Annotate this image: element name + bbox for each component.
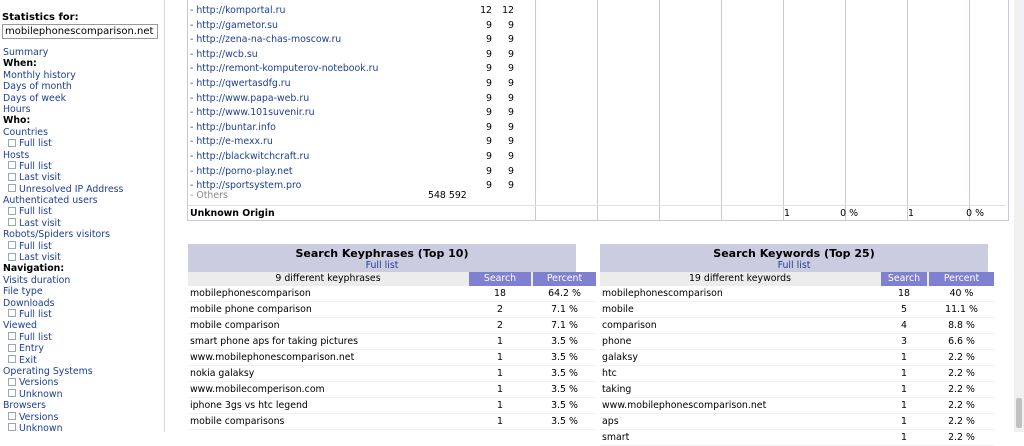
unknown-hits: 1 bbox=[908, 208, 914, 219]
stats-label: Statistics for: bbox=[2, 12, 79, 23]
sub-item-icon bbox=[8, 423, 16, 431]
menu-label: Days of month bbox=[3, 81, 72, 93]
referrer-pages: 9 bbox=[486, 92, 492, 104]
search-percent: 2.2 % bbox=[948, 416, 975, 427]
keywords-title-bar bbox=[600, 244, 988, 272]
keyphrases-rows bbox=[188, 286, 596, 430]
search-percent: 6.6 % bbox=[948, 336, 975, 347]
others-value: 548 592 bbox=[428, 190, 467, 201]
sub-item-icon bbox=[8, 161, 16, 169]
referrer-link[interactable]: - http://qwertasdfg.ru bbox=[190, 78, 291, 89]
menu-label: Viewed bbox=[3, 320, 37, 332]
menu-link[interactable] bbox=[3, 172, 163, 183]
table-row bbox=[600, 350, 994, 366]
keywords-search-col: Search bbox=[881, 272, 927, 286]
referrer-pages: 9 bbox=[486, 34, 492, 46]
menu-link[interactable] bbox=[3, 161, 163, 172]
menu-link[interactable] bbox=[3, 298, 163, 309]
keyword-text: aps bbox=[602, 416, 619, 427]
keyphrases-count: 9 different keyphrases bbox=[275, 273, 381, 284]
keyword-text: www.mobilecomperison.com bbox=[190, 384, 325, 395]
keyword-text: www.mobilephonescomparison.net bbox=[190, 352, 355, 363]
menu-label: Exit bbox=[19, 354, 37, 366]
keywords-header bbox=[600, 272, 994, 286]
sub-item-icon bbox=[8, 332, 16, 340]
sub-item-icon bbox=[8, 253, 16, 261]
table-row bbox=[188, 318, 596, 334]
menu-label: Hosts bbox=[3, 149, 30, 161]
menu-link[interactable] bbox=[3, 47, 163, 58]
referrer-pages: 9 bbox=[486, 151, 492, 162]
menu-section-header bbox=[3, 263, 163, 274]
referrer-link[interactable]: - http://www.101suvenir.ru bbox=[190, 107, 315, 119]
keyphrases-title-bar bbox=[188, 244, 576, 272]
search-percent: 3.5 % bbox=[551, 336, 578, 347]
referrer-hits: 9 bbox=[508, 19, 514, 31]
search-count: 2 bbox=[497, 304, 503, 315]
menu-link[interactable] bbox=[3, 320, 163, 331]
menu-link[interactable] bbox=[3, 218, 163, 229]
menu-link[interactable] bbox=[3, 332, 163, 343]
keyword-text: htc bbox=[602, 368, 617, 379]
search-percent: 3.5 % bbox=[551, 400, 578, 411]
referrer-pages: 9 bbox=[486, 48, 492, 60]
scrollbar-thumb[interactable] bbox=[1016, 398, 1022, 428]
keyword-text: comparison bbox=[602, 320, 657, 331]
keyword-text: mobile phone comparison bbox=[190, 304, 312, 315]
menu-label: Who: bbox=[3, 115, 31, 127]
referrer-link[interactable]: - http://komportal.ru bbox=[190, 5, 286, 16]
referrer-link[interactable]: - http://www.papa-web.ru bbox=[190, 92, 310, 104]
unknown-hits-pct: 0 % bbox=[966, 208, 984, 219]
referrer-link[interactable]: - http://blackwitchcraft.ru bbox=[190, 151, 310, 162]
referrer-row bbox=[188, 135, 1006, 150]
menu-label: Last visit bbox=[19, 252, 61, 264]
menu-label: Visits duration bbox=[3, 274, 71, 286]
referrer-row bbox=[188, 150, 1006, 165]
referrer-hits: 9 bbox=[508, 63, 514, 75]
referrer-hits: 9 bbox=[508, 48, 514, 60]
stats-box bbox=[2, 12, 158, 39]
unknown-origin-row bbox=[188, 205, 1006, 221]
search-count: 1 bbox=[497, 400, 503, 411]
menu-link[interactable] bbox=[3, 400, 163, 411]
referrer-link[interactable]: - http://e-mexx.ru bbox=[190, 136, 273, 148]
sub-item-icon bbox=[8, 207, 16, 215]
search-count: 1 bbox=[901, 384, 907, 395]
menu-label: Hours bbox=[3, 103, 31, 115]
menu-label: Downloads bbox=[3, 297, 55, 309]
referrer-hits: 9 bbox=[508, 34, 514, 46]
sub-item-icon bbox=[8, 218, 16, 226]
search-percent: 2.2 % bbox=[948, 400, 975, 411]
search-percent: 64.2 % bbox=[548, 288, 581, 299]
search-percent: 3.5 % bbox=[551, 384, 578, 395]
referrer-link[interactable]: - http://zena-na-chas-moscow.ru bbox=[190, 34, 342, 46]
search-percent: 11.1 % bbox=[945, 304, 978, 315]
table-row bbox=[600, 302, 994, 318]
referrer-link[interactable]: - http://remont-komputerov-notebook.ru bbox=[190, 63, 379, 75]
keyphrases-title: Search Keyphrases (Top 10) bbox=[295, 247, 469, 260]
table-row bbox=[600, 398, 994, 414]
keyphrases-full-list-link[interactable]: Full list bbox=[365, 260, 399, 271]
referrer-link[interactable]: - http://gametor.su bbox=[190, 19, 278, 31]
search-count: 18 bbox=[898, 288, 910, 299]
table-row bbox=[600, 366, 994, 382]
menu-link[interactable] bbox=[3, 286, 163, 297]
unknown-pages: 1 bbox=[784, 208, 790, 219]
menu-link[interactable] bbox=[3, 412, 163, 423]
sub-item-icon bbox=[8, 389, 16, 397]
referrer-row bbox=[188, 165, 1006, 180]
sub-item-icon bbox=[8, 173, 16, 181]
referrer-row bbox=[188, 62, 1006, 77]
menu-link[interactable] bbox=[3, 252, 163, 263]
menu-label: Last visit bbox=[19, 217, 61, 229]
referrer-row bbox=[188, 48, 1006, 63]
site-name-field: mobilephonescomparison.net bbox=[2, 24, 158, 39]
keyword-text: phone bbox=[602, 336, 632, 347]
menu-label: Authenticated users bbox=[3, 195, 98, 207]
menu-link[interactable] bbox=[3, 355, 163, 366]
referrer-link[interactable]: - http://sportsystem.pro bbox=[190, 180, 302, 192]
search-count: 1 bbox=[497, 336, 503, 347]
referrer-row bbox=[188, 4, 1006, 19]
sidebar bbox=[0, 0, 165, 432]
menu-link[interactable] bbox=[3, 93, 163, 104]
page-scrollbar[interactable] bbox=[1014, 0, 1024, 432]
referrer-row bbox=[188, 77, 1006, 92]
referrer-link[interactable]: - http://buntar.info bbox=[190, 121, 276, 133]
menu-label: Full list bbox=[19, 160, 52, 172]
menu-label: Monthly history bbox=[3, 69, 76, 81]
menu-label: Versions bbox=[19, 411, 59, 423]
referrer-hits: 12 bbox=[502, 5, 514, 16]
menu-label: Days of week bbox=[3, 92, 67, 104]
sub-item-icon bbox=[8, 184, 16, 192]
keywords-count: 19 different keywords bbox=[688, 273, 792, 284]
search-percent: 3.5 % bbox=[551, 416, 578, 427]
keyphrases-table bbox=[188, 244, 596, 430]
keyphrases-header bbox=[188, 272, 596, 286]
others-row bbox=[188, 189, 1006, 204]
main-content bbox=[187, 0, 1024, 443]
menu-link[interactable] bbox=[3, 127, 163, 138]
menu-link[interactable] bbox=[3, 366, 163, 377]
table-row bbox=[188, 350, 596, 366]
table-row bbox=[600, 334, 994, 350]
referrer-pages: 9 bbox=[486, 136, 492, 148]
menu-label: Versions bbox=[19, 377, 59, 389]
keyword-text: www.mobilephonescomparison.net bbox=[602, 400, 767, 411]
table-row bbox=[188, 302, 596, 318]
referrer-pages: 9 bbox=[486, 180, 492, 192]
table-row bbox=[188, 286, 596, 302]
menu-section-header bbox=[3, 115, 163, 126]
search-percent: 2.2 % bbox=[948, 432, 975, 443]
keyword-text: mobilephonescomparison bbox=[602, 288, 723, 299]
table-row bbox=[188, 366, 596, 382]
others-label: - Others bbox=[190, 190, 228, 201]
menu-section-header bbox=[3, 58, 163, 69]
search-count: 1 bbox=[901, 416, 907, 427]
menu-label: Unknown bbox=[19, 422, 63, 432]
search-count: 4 bbox=[901, 320, 907, 331]
search-percent: 40 % bbox=[949, 288, 974, 299]
menu-link[interactable] bbox=[3, 309, 163, 320]
menu-label: Navigation: bbox=[3, 263, 65, 275]
sub-item-icon bbox=[8, 139, 16, 147]
referrer-hits: 9 bbox=[508, 78, 514, 89]
menu-label: Summary bbox=[3, 47, 49, 58]
unknown-pages-pct: 0 % bbox=[840, 208, 858, 219]
referrer-row bbox=[188, 33, 1006, 48]
keywords-rows bbox=[600, 286, 994, 446]
menu-link[interactable] bbox=[3, 377, 163, 388]
keyword-text: iphone 3gs vs htc legend bbox=[190, 400, 308, 411]
referrer-hits: 9 bbox=[508, 165, 514, 177]
table-row bbox=[600, 382, 994, 398]
menu-label: Full list bbox=[19, 206, 52, 218]
referrer-link[interactable]: - http://porno-play.net bbox=[190, 165, 293, 177]
menu-label: Unknown bbox=[19, 388, 63, 400]
menu-label: Full list bbox=[19, 138, 52, 150]
search-percent: 2.2 % bbox=[948, 384, 975, 395]
menu-label: Full list bbox=[19, 331, 52, 343]
referrer-row bbox=[188, 121, 1006, 136]
referrer-hits: 9 bbox=[508, 92, 514, 104]
referrer-row bbox=[188, 92, 1006, 107]
referrer-link[interactable]: - http://wcb.su bbox=[190, 48, 258, 60]
menu-link[interactable] bbox=[3, 206, 163, 217]
search-percent: 7.1 % bbox=[551, 320, 578, 331]
menu-label: Robots/Spiders visitors bbox=[3, 229, 110, 241]
menu-link[interactable] bbox=[3, 343, 163, 354]
menu-link[interactable] bbox=[3, 389, 163, 400]
table-row bbox=[188, 334, 596, 350]
table-row bbox=[600, 286, 994, 302]
keyword-text: mobile comparisons bbox=[190, 416, 285, 427]
menu-link[interactable] bbox=[3, 195, 163, 206]
menu-link[interactable] bbox=[3, 104, 163, 115]
menu-label: Countries bbox=[3, 126, 48, 138]
keyword-text: mobile bbox=[602, 304, 634, 315]
search-count: 1 bbox=[901, 368, 907, 379]
menu-link[interactable] bbox=[3, 241, 163, 252]
keywords-table bbox=[600, 244, 994, 446]
menu-link[interactable] bbox=[3, 150, 163, 161]
menu-label: Unresolved IP Address bbox=[19, 183, 124, 195]
menu-link[interactable] bbox=[3, 138, 163, 149]
keyword-text: smart bbox=[602, 432, 630, 443]
referrer-row bbox=[188, 19, 1006, 34]
search-count: 5 bbox=[901, 304, 907, 315]
referrer-pages: 9 bbox=[486, 107, 492, 119]
menu-label: Operating Systems bbox=[3, 365, 93, 377]
keyword-text: nokia galaksy bbox=[190, 368, 255, 379]
menu-label: Last visit bbox=[19, 172, 61, 184]
menu-link[interactable] bbox=[3, 184, 163, 195]
referrers-table bbox=[187, 0, 1009, 221]
sub-item-icon bbox=[8, 309, 16, 317]
keyword-text: mobilephonescomparison bbox=[190, 288, 311, 299]
keyphrases-percent-col: Percent bbox=[533, 272, 596, 286]
search-count: 1 bbox=[497, 368, 503, 379]
menu-label: Full list bbox=[19, 240, 52, 252]
menu-link[interactable] bbox=[3, 423, 163, 432]
keyphrases-search-col: Search bbox=[469, 272, 531, 286]
unknown-origin-label: Unknown Origin bbox=[190, 208, 275, 219]
table-row bbox=[600, 414, 994, 430]
referrer-pages: 9 bbox=[486, 165, 492, 177]
search-percent: 2.2 % bbox=[948, 352, 975, 363]
menu-link[interactable] bbox=[3, 229, 163, 240]
menu-label: Full list bbox=[19, 308, 52, 320]
referrer-row bbox=[188, 106, 1006, 121]
menu-link[interactable] bbox=[3, 81, 163, 92]
search-count: 1 bbox=[497, 416, 503, 427]
referrer-pages: 9 bbox=[486, 78, 492, 89]
search-count: 1 bbox=[901, 352, 907, 363]
sub-item-icon bbox=[8, 344, 16, 352]
table-row bbox=[600, 430, 994, 446]
sub-item-icon bbox=[8, 355, 16, 363]
keywords-full-list-link[interactable]: Full list bbox=[777, 260, 811, 271]
keywords-title: Search Keywords (Top 25) bbox=[713, 247, 875, 260]
table-row bbox=[188, 398, 596, 414]
keyword-text: smart phone aps for taking pictures bbox=[190, 336, 358, 347]
menu-link[interactable] bbox=[3, 70, 163, 81]
sub-item-icon bbox=[8, 378, 16, 386]
menu-label: Browsers bbox=[3, 400, 46, 412]
keyword-text: mobile comparison bbox=[190, 320, 280, 331]
referrer-hits: 9 bbox=[508, 136, 514, 148]
menu-label: Entry bbox=[19, 343, 44, 355]
search-count: 1 bbox=[497, 352, 503, 363]
search-percent: 8.8 % bbox=[948, 320, 975, 331]
referrer-pages: 9 bbox=[486, 19, 492, 31]
search-count: 1 bbox=[497, 384, 503, 395]
table-row bbox=[188, 414, 596, 430]
search-percent: 3.5 % bbox=[551, 352, 578, 363]
sub-item-icon bbox=[8, 412, 16, 420]
referrer-hits: 9 bbox=[508, 151, 514, 162]
referrer-hits: 9 bbox=[508, 121, 514, 133]
referrer-hits: 9 bbox=[508, 180, 514, 192]
sub-item-icon bbox=[8, 241, 16, 249]
search-count: 1 bbox=[901, 400, 907, 411]
search-percent: 3.5 % bbox=[551, 368, 578, 379]
menu-label: File type bbox=[3, 286, 43, 298]
keywords-percent-col: Percent bbox=[929, 272, 994, 286]
referrer-pages: 12 bbox=[480, 5, 492, 16]
keyword-text: galaksy bbox=[602, 352, 638, 363]
search-percent: 2.2 % bbox=[948, 368, 975, 379]
referrer-pages: 9 bbox=[486, 121, 492, 133]
table-row bbox=[188, 382, 596, 398]
referrer-pages: 9 bbox=[486, 63, 492, 75]
search-percent: 7.1 % bbox=[551, 304, 578, 315]
search-count: 2 bbox=[497, 320, 503, 331]
search-count: 18 bbox=[494, 288, 506, 299]
menu-link[interactable] bbox=[3, 275, 163, 286]
search-count: 3 bbox=[901, 336, 907, 347]
keyword-text: taking bbox=[602, 384, 632, 395]
table-row bbox=[600, 318, 994, 334]
referrer-hits: 9 bbox=[508, 107, 514, 119]
sidebar-menu bbox=[3, 47, 163, 432]
search-count: 1 bbox=[901, 432, 907, 443]
menu-label: When: bbox=[3, 58, 37, 70]
